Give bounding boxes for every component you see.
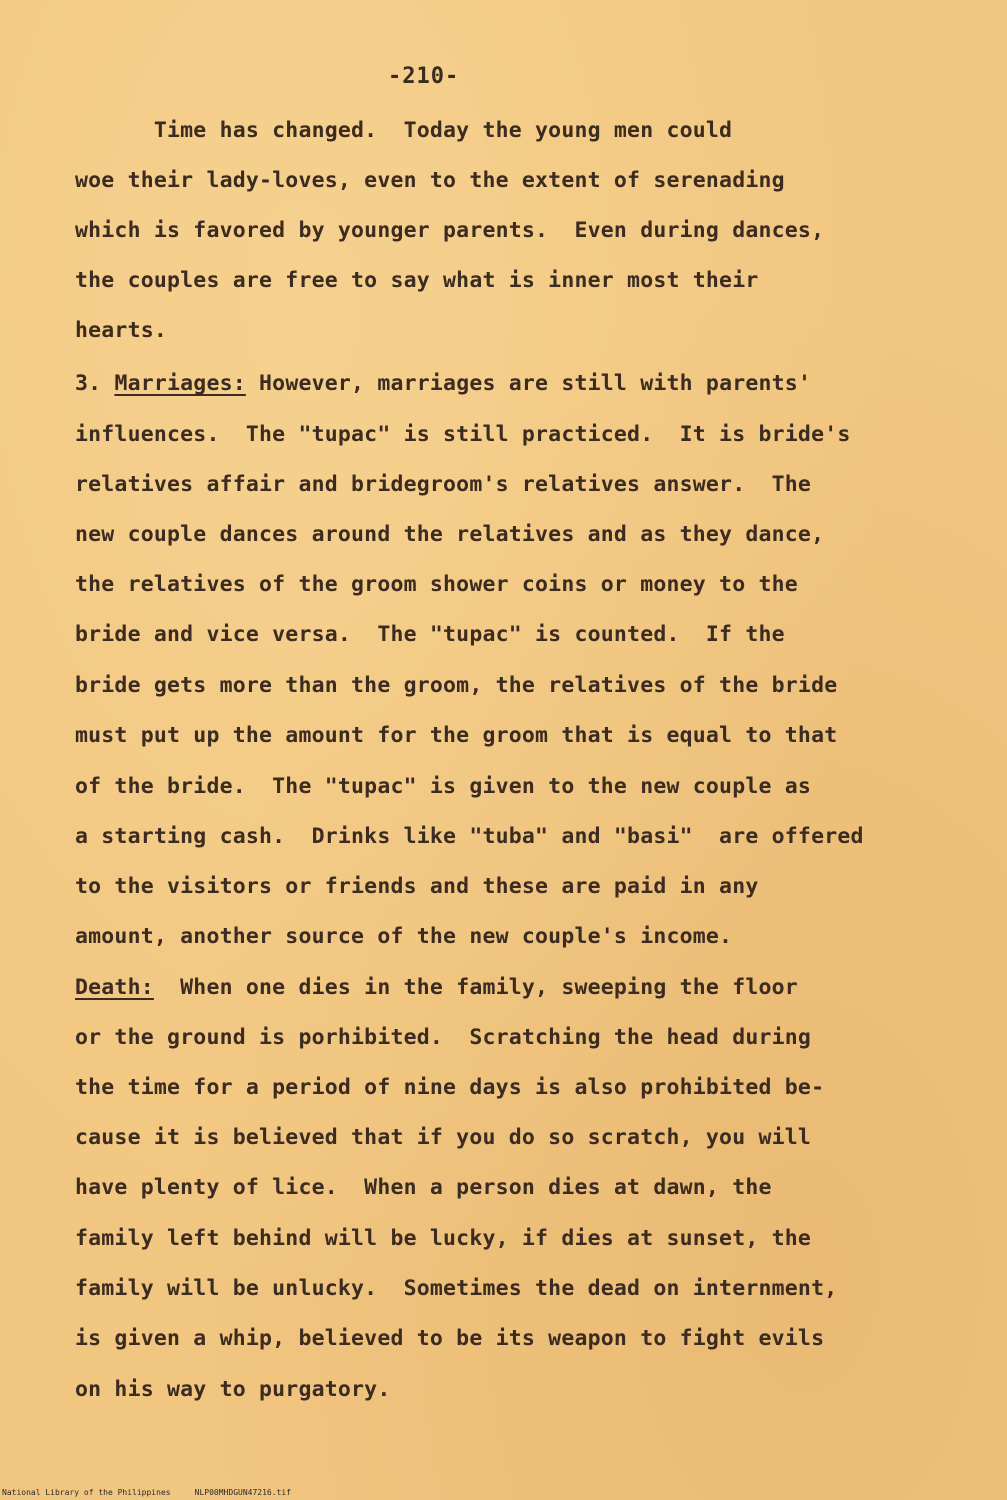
text-line: family will be unlucky. Sometimes the dead on internment, xyxy=(75,1276,838,1301)
text-line: bride and vice versa. The "tupac" is counted. If the xyxy=(75,622,785,647)
text-line: cause it is believed that if you do so scratch, you will xyxy=(75,1125,812,1150)
text-line: to the visitors or friends and these are paid in any xyxy=(75,874,759,899)
marriages-paragraph-start xyxy=(75,371,811,396)
text-line: have plenty of lice. When a person dies at dawn, the xyxy=(75,1175,772,1200)
death-heading: Death: xyxy=(75,975,154,1000)
text-line: the couples are free to say what is inner most their xyxy=(75,268,759,293)
text-line: must put up the amount for the groom that is equal to that xyxy=(75,723,838,748)
text-line: amount, another source of the new couple's income. xyxy=(75,924,733,949)
text-line: influences. The "tupac" is still practiced. It is bride's xyxy=(75,422,851,447)
text-line: on his way to purgatory. xyxy=(75,1377,391,1402)
text-line: of the bride. The "tupac" is given to the new couple as xyxy=(75,774,812,799)
text-line: the time for a period of nine days is also prohibited be- xyxy=(75,1075,825,1100)
text-line: However, marriages are still with parents' xyxy=(245,371,812,396)
text-line: new couple dances around the relatives and as they dance, xyxy=(75,522,825,547)
text-line: bride gets more than the groom, the relatives of the bride xyxy=(75,673,838,698)
text-line: hearts. xyxy=(75,318,168,343)
text-line: When one dies in the family, sweeping the floor xyxy=(153,975,798,1000)
text-line: a starting cash. Drinks like "tuba" and "basi" are offered xyxy=(75,824,864,849)
death-paragraph-start xyxy=(75,975,798,1000)
text-line: which is favored by younger parents. Even during dances, xyxy=(75,218,825,243)
text-line: relatives affair and bridegroom's relatives answer. The xyxy=(75,472,812,497)
marriages-number: 3. xyxy=(75,371,115,396)
page-number: -210- xyxy=(388,64,460,89)
text-line: is given a whip, believed to be its weapon to fight evils xyxy=(75,1326,825,1351)
text-line: or the ground is porhibited. Scratching the head during xyxy=(75,1025,812,1050)
text-line: woe their lady-loves, even to the extent of serenading xyxy=(75,168,785,193)
marriages-heading: Marriages: xyxy=(114,371,246,396)
archive-footer: National Library of the Philippines NLP00MHDGUN47216.tif xyxy=(2,1488,291,1497)
text-line: family left behind will be lucky, if dies at sunset, the xyxy=(75,1226,812,1251)
text-line: the relatives of the groom shower coins or money to the xyxy=(75,572,798,597)
text-line: Time has changed. Today the young men could xyxy=(75,118,733,143)
